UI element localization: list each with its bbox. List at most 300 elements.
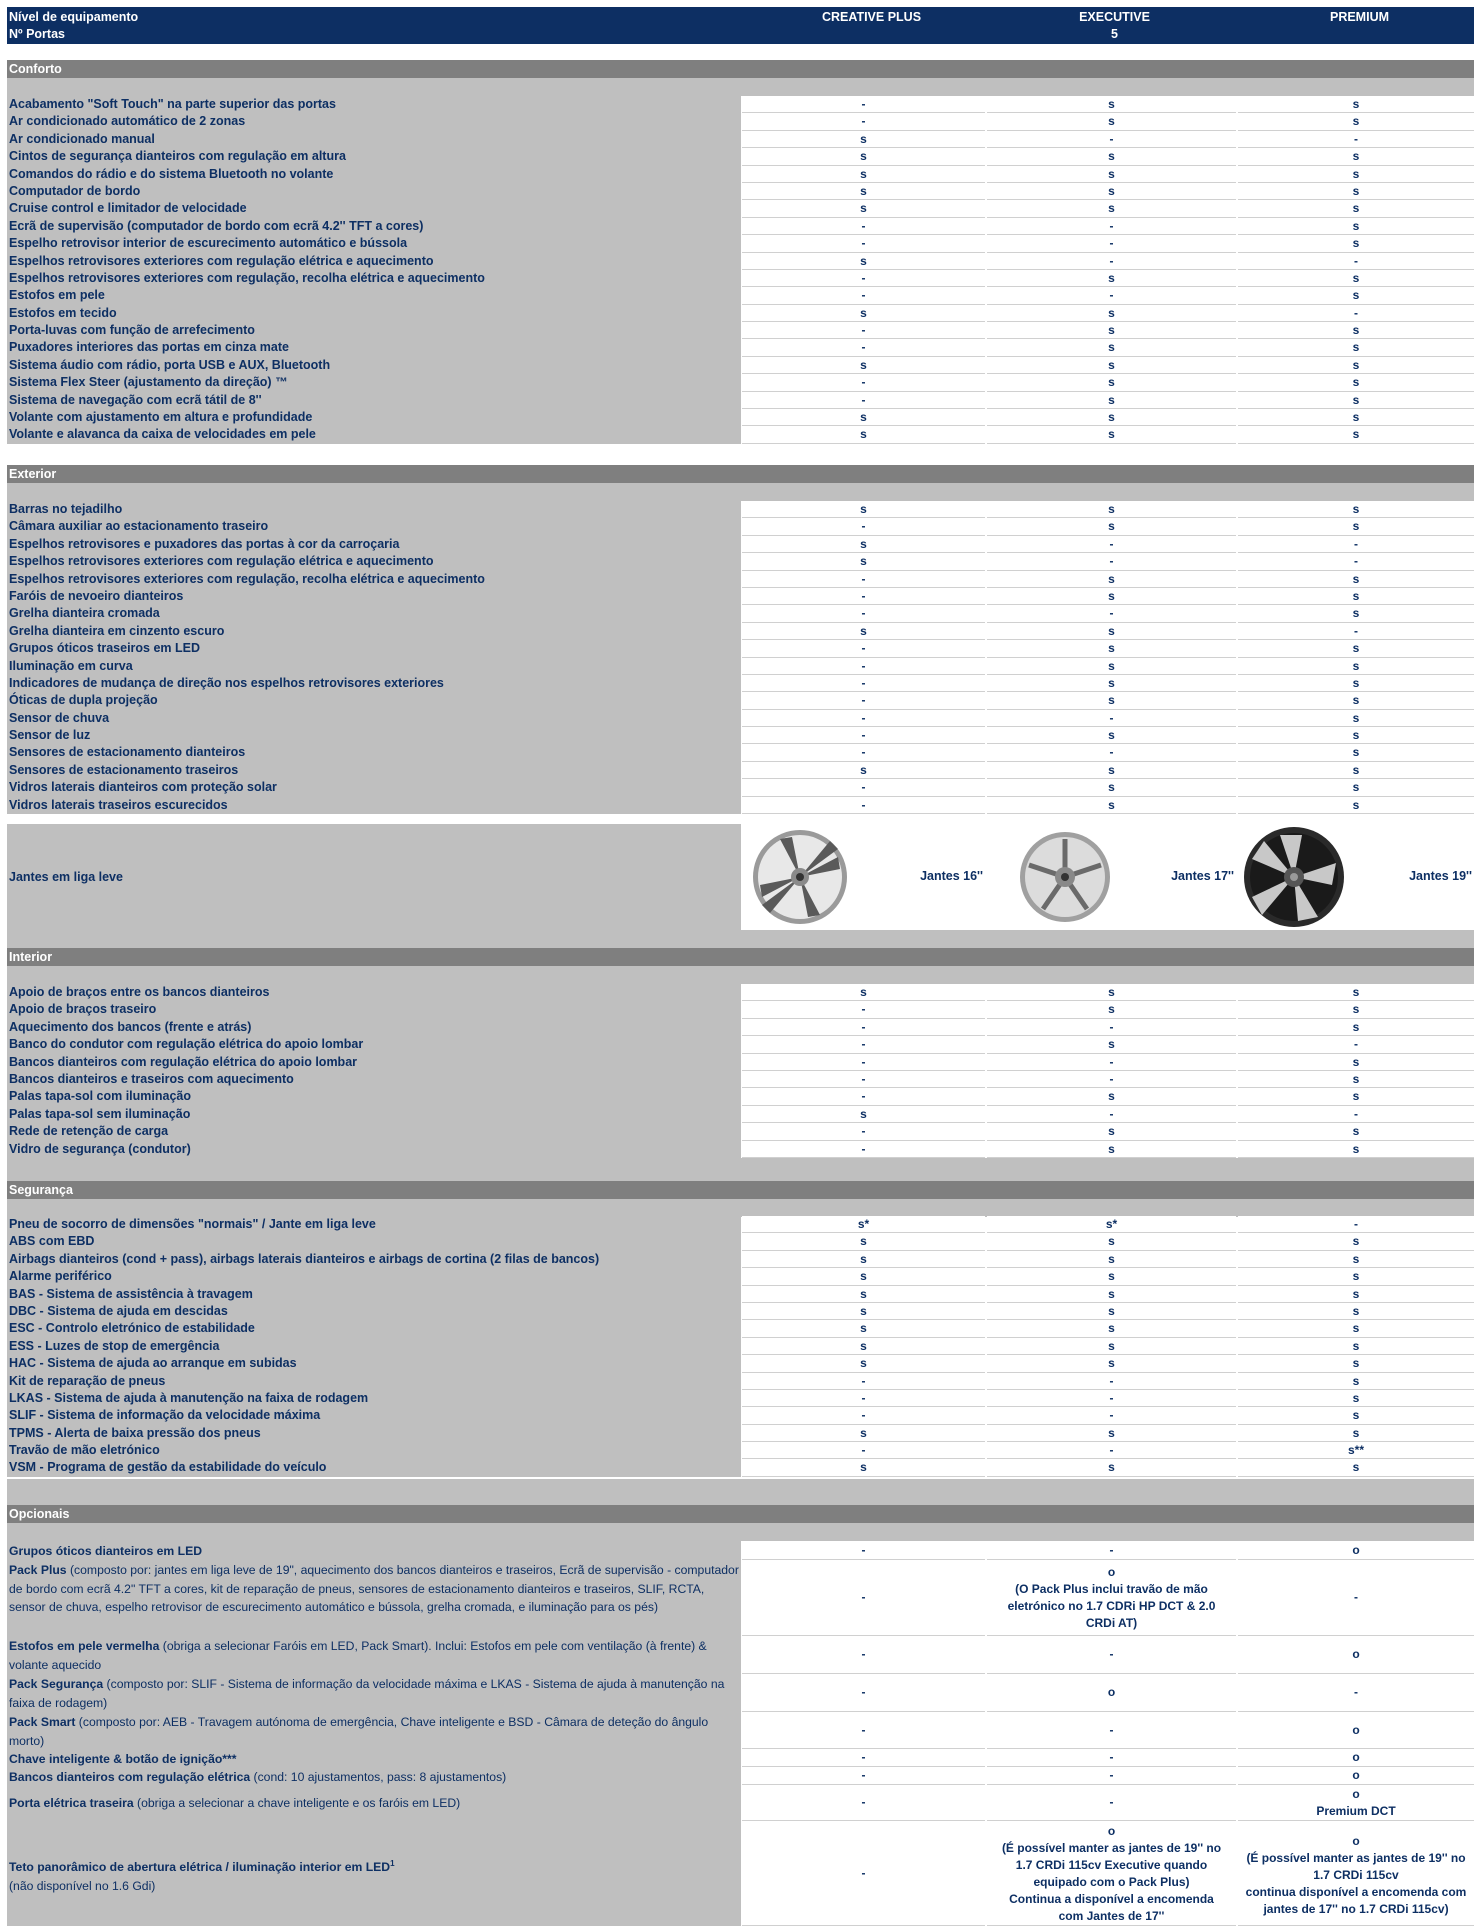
doors-value: 5 [1111,27,1118,41]
feature-label: Apoio de braços entre os bancos dianteiros [7,984,741,1001]
value-premium: s [1238,1407,1474,1424]
value-executive: s [987,692,1236,709]
value-creative: - [742,658,985,675]
option-premium: o (É possível manter as jantes de 19'' no 1.7 CRDi 115cv continua disponível a encomenda com jantes de 17'' no 1.7 CRDi 115cv) [1238,1821,1474,1926]
value-creative: s [742,409,985,426]
option-row [7,1785,1474,1821]
feature-label: Barras no tejadilho [7,501,741,518]
option-row [7,1821,1474,1926]
feature-label: ABS com EBD [7,1233,741,1250]
column-premium: PREMIUM [1329,10,1390,24]
table-row [7,339,1474,356]
value-creative: - [742,270,985,287]
feature-label: Iluminação em curva [7,658,741,675]
value-premium: s [1238,1141,1474,1158]
value-creative: s [742,305,985,322]
feature-label: Ar condicionado manual [7,131,741,148]
table-row [7,744,1474,761]
value-creative: s [742,183,985,200]
value-premium: - [1238,305,1474,322]
value-premium: s [1238,1251,1474,1268]
table-row [7,588,1474,605]
feature-label: Sensores de estacionamento traseiros [7,762,741,779]
value-executive: - [987,1019,1236,1036]
spacer [7,966,1474,984]
value-executive: s [987,1268,1236,1285]
feature-label: Volante com ajustamento em altura e profundidade [7,409,741,426]
value-creative: - [742,1442,985,1459]
value-premium: s [1238,1286,1474,1303]
value-executive: s [987,1338,1236,1355]
value-creative: - [742,1141,985,1158]
feature-label: Vidros laterais traseiros escurecidos [7,797,741,814]
value-premium: s [1238,779,1474,796]
value-executive: s [987,675,1236,692]
value-premium: s [1238,1338,1474,1355]
value-creative: s [742,536,985,553]
feature-label: Airbags dianteiros (cond + pass), airbags laterais dianteiros e airbags de cortina (2 filas de bancos) [7,1251,741,1268]
value-executive: s [987,148,1236,165]
value-premium: s [1238,409,1474,426]
table-row [7,1141,1474,1158]
table-row [7,148,1474,165]
value-executive: s [987,305,1236,322]
option-row [7,1674,1474,1712]
feature-label: Espelhos retrovisores exteriores com regulação, recolha elétrica e aquecimento [7,270,741,287]
section-conforto: Conforto [7,60,1474,78]
value-premium: s [1238,762,1474,779]
table-row [7,518,1474,535]
value-creative: - [742,675,985,692]
value-premium: - [1238,553,1474,570]
table-row [7,1001,1474,1018]
value-executive: - [987,1407,1236,1424]
seguranca-table [7,1216,1474,1477]
value-executive: - [987,744,1236,761]
value-premium: s [1238,218,1474,235]
value-creative: - [742,1407,985,1424]
wheel-17-label: Jantes 17'' [1171,869,1234,883]
table-row [7,357,1474,374]
value-creative: - [742,392,985,409]
feature-label: Indicadores de mudança de direção nos espelhos retrovisores exteriores [7,675,741,692]
feature-label: Espelhos retrovisores e puxadores das portas à cor da carroçaria [7,536,741,553]
value-premium: s [1238,1001,1474,1018]
feature-label: Óticas de dupla projeção [7,692,741,709]
value-creative: - [742,727,985,744]
value-executive: s [987,1088,1236,1105]
value-creative: s [742,1355,985,1372]
feature-label: Palas tapa-sol com iluminação [7,1088,741,1105]
value-executive: s [987,623,1236,640]
table-row [7,1268,1474,1285]
feature-label: Kit de reparação de pneus [7,1373,741,1390]
equipment-level-label: Nível de equipamento [9,10,139,24]
option-label: Grupos óticos dianteiros em LED [7,1541,741,1560]
value-executive: - [987,605,1236,622]
value-executive: s [987,762,1236,779]
value-executive: s [987,1251,1236,1268]
value-creative: - [742,218,985,235]
table-row [7,374,1474,391]
option-row [7,1636,1474,1674]
value-premium: s [1238,1019,1474,1036]
value-premium: s [1238,322,1474,339]
option-creative: - [742,1821,985,1926]
feature-label: Pneu de socorro de dimensões "normais" / Jante em liga leve [7,1216,741,1233]
option-premium: o [1238,1712,1474,1749]
value-premium: - [1238,1106,1474,1123]
table-row [7,1054,1474,1071]
option-executive: o (É possível manter as jantes de 19'' no 1.7 CRDi 115cv Executive quando equipado com o Pack Plus) Continua a disponível a encomenda com Jantes de 17'' [987,1821,1236,1926]
value-premium: s [1238,518,1474,535]
feature-label: Puxadores interiores das portas em cinza mate [7,339,741,356]
value-premium: s [1238,710,1474,727]
value-premium: s [1238,200,1474,217]
column-creative-plus: CREATIVE PLUS [821,10,922,24]
feature-label: Palas tapa-sol sem iluminação [7,1106,741,1123]
interior-table [7,984,1474,1158]
feature-label: Ar condicionado automático de 2 zonas [7,113,741,130]
value-premium: s [1238,1268,1474,1285]
value-creative: - [742,322,985,339]
option-creative: - [742,1749,985,1767]
table-row [7,1251,1474,1268]
value-premium: s [1238,727,1474,744]
value-creative: - [742,1123,985,1140]
table-row [7,779,1474,796]
section-seguranca: Segurança [7,1181,1474,1199]
section-opcionais: Opcionais [7,1505,1474,1523]
value-creative: - [742,1088,985,1105]
value-premium: s [1238,640,1474,657]
value-creative: - [742,779,985,796]
value-premium: s [1238,1233,1474,1250]
exterior-table [7,501,1474,814]
table-row [7,1123,1474,1140]
feature-label: Sensores de estacionamento dianteiros [7,744,741,761]
value-premium: s [1238,1054,1474,1071]
feature-label: Vidros laterais dianteiros com proteção solar [7,779,741,796]
value-premium: s [1238,148,1474,165]
value-premium: s [1238,270,1474,287]
column-executive: EXECUTIVE [1079,10,1150,24]
value-creative: - [742,692,985,709]
feature-label: Grelha dianteira em cinzento escuro [7,623,741,640]
value-creative: - [742,1071,985,1088]
option-label: Porta elétrica traseira (obriga a selecionar a chave inteligente e os faróis em LED) [7,1785,741,1821]
table-row [7,305,1474,322]
feature-label: BAS - Sistema de assistência à travagem [7,1286,741,1303]
option-creative: - [742,1636,985,1674]
value-premium: s [1238,1373,1474,1390]
value-creative: s [742,1106,985,1123]
value-executive: s [987,1320,1236,1337]
value-executive: - [987,1071,1236,1088]
value-premium: - [1238,1216,1474,1233]
value-creative: s [742,501,985,518]
value-executive: s [987,270,1236,287]
value-creative: - [742,571,985,588]
value-creative: - [742,113,985,130]
feature-label: Câmara auxiliar ao estacionamento traseiro [7,518,741,535]
value-executive: - [987,1442,1236,1459]
feature-label: Grelha dianteira cromada [7,605,741,622]
value-premium: s [1238,1390,1474,1407]
option-premium: o [1238,1636,1474,1674]
spacer [7,483,1474,501]
wheel-cell-creative [742,824,985,930]
option-label: Teto panorâmico de abertura elétrica / iluminação interior em LED$^1$ (não disponível no 1.6 Gdi) [7,1821,741,1926]
value-executive: - [987,1390,1236,1407]
value-creative: s [742,1338,985,1355]
option-label: Estofos em pele vermelha (obriga a selecionar Faróis em LED, Pack Smart). Inclui: Estofos em pele com ventilação (à frente) & volante aquecido [7,1636,741,1674]
value-creative: s [742,166,985,183]
option-executive: - [987,1749,1236,1767]
value-creative: - [742,1036,985,1053]
value-premium: s [1238,1459,1474,1476]
value-executive: - [987,536,1236,553]
option-row [7,1560,1474,1636]
table-row [7,1303,1474,1320]
table-row [7,1216,1474,1233]
option-executive: - [987,1767,1236,1785]
value-executive: s [987,1459,1236,1476]
value-executive: s [987,409,1236,426]
table-row [7,1071,1474,1088]
value-executive: s [987,322,1236,339]
value-creative: - [742,1373,985,1390]
value-premium: s [1238,287,1474,304]
value-executive: s [987,1141,1236,1158]
value-executive: s [987,166,1236,183]
option-executive: o [987,1674,1236,1712]
spacer [7,1523,1474,1541]
value-executive: s [987,1286,1236,1303]
doors-label: Nº Portas [9,27,65,41]
feature-label: Espelhos retrovisores exteriores com regulação, recolha elétrica e aquecimento [7,571,741,588]
table-row [7,1390,1474,1407]
value-premium: s [1238,692,1474,709]
table-row [7,1106,1474,1123]
feature-label: SLIF - Sistema de informação da velocidade máxima [7,1407,741,1424]
value-executive: - [987,1373,1236,1390]
value-executive: s [987,183,1236,200]
value-executive: s* [987,1216,1236,1233]
table-row [7,113,1474,130]
feature-label: Sistema áudio com rádio, porta USB e AUX, Bluetooth [7,357,741,374]
value-creative: - [742,605,985,622]
wheel-19-image [1240,825,1348,929]
value-creative: s [742,131,985,148]
table-row [7,409,1474,426]
feature-label: Volante e alavanca da caixa de velocidades em pele [7,426,741,443]
feature-label: Computador de bordo [7,183,741,200]
value-premium: s [1238,183,1474,200]
table-row [7,270,1474,287]
feature-label: ESS - Luzes de stop de emergência [7,1338,741,1355]
table-row [7,553,1474,570]
feature-label: Espelho retrovisor interior de escurecimento automático e bússola [7,235,741,252]
value-premium: s [1238,339,1474,356]
option-executive: - [987,1541,1236,1560]
value-executive: s [987,1001,1236,1018]
table-row [7,218,1474,235]
value-executive: s [987,374,1236,391]
option-creative: - [742,1541,985,1560]
option-premium: o Premium DCT [1238,1785,1474,1821]
value-executive: s [987,200,1236,217]
value-executive: s [987,1303,1236,1320]
value-premium: s [1238,501,1474,518]
table-row [7,1355,1474,1372]
option-creative: - [742,1712,985,1749]
option-premium: o [1238,1767,1474,1785]
value-premium: s [1238,113,1474,130]
value-premium: - [1238,131,1474,148]
table-row [7,605,1474,622]
table-row [7,710,1474,727]
value-executive: s [987,518,1236,535]
table-row [7,1373,1474,1390]
table-row [7,166,1474,183]
feature-label: Comandos do rádio e do sistema Bluetooth no volante [7,166,741,183]
spacer [7,930,1474,948]
value-creative: - [742,797,985,814]
value-creative: - [742,1019,985,1036]
table-row [7,253,1474,270]
feature-label: DBC - Sistema de ajuda em descidas [7,1303,741,1320]
value-creative: s [742,426,985,443]
value-executive: s [987,588,1236,605]
value-executive: s [987,1036,1236,1053]
value-premium: s [1238,571,1474,588]
section-exterior: Exterior [7,465,1474,483]
feature-label: HAC - Sistema de ajuda ao arranque em subidas [7,1355,741,1372]
value-premium: s [1238,984,1474,1001]
value-creative: s* [742,1216,985,1233]
table-row [7,183,1474,200]
table-row [7,675,1474,692]
feature-label: Vidro de segurança (condutor) [7,1141,741,1158]
value-creative: s [742,200,985,217]
option-label: Pack Smart (composto por: AEB - Travagem autónoma de emergência, Chave inteligente e BSD - Câmara de deteção do ângulo morto) [7,1712,741,1749]
option-creative: - [742,1560,985,1636]
table-row [7,1088,1474,1105]
value-creative: s [742,1233,985,1250]
value-creative: s [742,1303,985,1320]
table-row [7,984,1474,1001]
feature-label: Sensor de chuva [7,710,741,727]
table-row [7,658,1474,675]
value-creative: - [742,1001,985,1018]
value-executive: s [987,797,1236,814]
table-row [7,1019,1474,1036]
value-executive: - [987,1106,1236,1123]
value-premium: s** [1238,1442,1474,1459]
value-creative: - [742,1390,985,1407]
feature-label: Cintos de segurança dianteiros com regulação em altura [7,148,741,165]
wheels-label: Jantes em liga leve [7,824,741,930]
value-executive: s [987,1425,1236,1442]
table-row [7,623,1474,640]
value-creative: - [742,1054,985,1071]
value-premium: s [1238,1088,1474,1105]
value-premium: s [1238,675,1474,692]
option-row [7,1767,1474,1785]
value-creative: - [742,374,985,391]
wheel-16-image [750,827,850,927]
conforto-table [7,96,1474,444]
table-row [7,235,1474,252]
option-creative: - [742,1674,985,1712]
feature-label: Bancos dianteiros com regulação elétrica do apoio lombar [7,1054,741,1071]
value-creative: - [742,710,985,727]
option-premium: - [1238,1560,1474,1636]
value-executive: s [987,392,1236,409]
wheel-19-label: Jantes 19'' [1409,869,1472,883]
value-premium: s [1238,1355,1474,1372]
value-executive: s [987,96,1236,113]
wheel-17-image [1015,827,1115,927]
value-executive: - [987,218,1236,235]
value-creative: - [742,640,985,657]
option-label: Pack Plus (composto por: jantes em liga leve de 19", aquecimento dos bancos dianteiros e traseiros, Ecrã de supervisão - computador de bordo com ecrã 4.2" TFT a cores, kit de reparação de pneus, sensores de estacionamento dianteiros e traseiros, SLIF, RCTA, sensor de chuva, espelho retrovisor de escurecimento automático e bússola, grelha cromada, e iluminação para os pés) [7,1560,741,1636]
value-premium: s [1238,1425,1474,1442]
value-creative: s [742,1268,985,1285]
value-creative: s [742,1286,985,1303]
spacer [7,78,1474,96]
value-premium: s [1238,374,1474,391]
table-row [7,501,1474,518]
value-premium: - [1238,623,1474,640]
table-row [7,1425,1474,1442]
value-creative: s [742,623,985,640]
value-executive: s [987,113,1236,130]
value-premium: s [1238,166,1474,183]
value-executive: s [987,984,1236,1001]
option-executive: o (O Pack Plus inclui travão de mão eletrónico no 1.7 CDRi HP DCT & 2.0 CRDi AT) [987,1560,1236,1636]
feature-label: Porta-luvas com função de arrefecimento [7,322,741,339]
feature-label: Faróis de nevoeiro dianteiros [7,588,741,605]
feature-label: Apoio de braços traseiro [7,1001,741,1018]
value-creative: - [742,588,985,605]
section-interior: Interior [7,948,1474,966]
table-row [7,571,1474,588]
value-premium: s [1238,235,1474,252]
table-row [7,96,1474,113]
option-row [7,1541,1474,1560]
value-executive: - [987,710,1236,727]
feature-label: Estofos em pele [7,287,741,304]
feature-label: Estofos em tecido [7,305,741,322]
table-row [7,1320,1474,1337]
table-row [7,692,1474,709]
option-executive: - [987,1636,1236,1674]
feature-label: Grupos óticos traseiros em LED [7,640,741,657]
value-executive: s [987,640,1236,657]
value-executive: s [987,501,1236,518]
table-row [7,287,1474,304]
value-creative: s [742,1251,985,1268]
feature-label: VSM - Programa de gestão da estabilidade do veículo [7,1459,741,1476]
table-row [7,1407,1474,1424]
value-premium: s [1238,392,1474,409]
value-executive: - [987,235,1236,252]
table-row [7,1459,1474,1476]
value-premium: s [1238,744,1474,761]
table-row [7,536,1474,553]
